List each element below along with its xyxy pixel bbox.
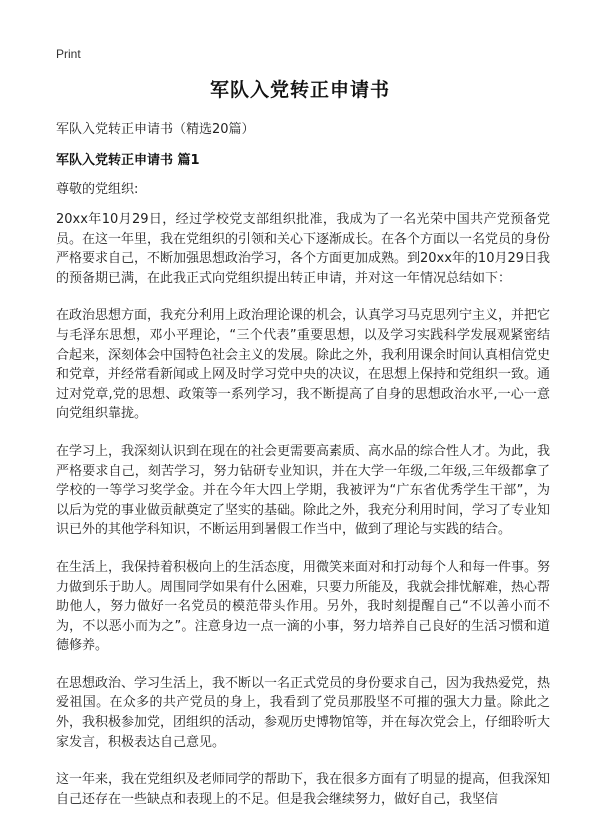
print-label[interactable]: Print [56,47,81,61]
document-body [56,210,550,827]
salutation: 尊敬的党组织: [56,182,139,197]
paragraph-1: 20xx年10月29日，经过学校党支部组织批准，我成为了一名光荣中国共产党预备党员。在这一年里，我在党组织的引领和关心下逐渐成长。在各个方面以一名党员的身份严格要求自己，不断加强思想政治学习，各个方面更加成熟。到20xx年的10月29日我的预备期已满，在此我正式向党组织提出转正申请，并对这一年情况总结如下： [56,212,551,286]
paragraph-6: 这一年来，我在党组织及老师同学的帮助下，我在很多方面有了明显的提高，但我深知自己还存在一些缺点和表现上的不足。但是我会继续努力，做好自己，我坚信 [56,772,551,807]
paragraph-3: 在学习上，我深刻认识到在现在的社会更需要高素质、高水品的综合性人才。为此，我严格要求自己，刻苦学习，努力钻研专业知识，并在大学一年级,二年级,三年级都拿了学校的一等学习奖学金。并在今年大四上学期，我被评为“广东省优秀学生干部”，为以后为党的事业做贡献奠定了坚实的基础。除此之外，我充分利用时间，学习了专业知识已外的其他学科知识，不断运用到暑假工作当中，做到了理论与实践的结合。 [56,443,551,538]
paragraph-5: 在思想政治、学习生活上，我不断以一名正式党员的身份要求自己，因为我热爱党，热爱祖国。在众多的共产党员的身上，我看到了党员那股坚不可摧的强大力量。除此之外，我积极参加党，团组织的活动，参观历史博物馆等，并在每次党会上，仔细聆听大家发言，积极表达自己意见。 [56,675,551,750]
paragraph-4: 在生活上，我保持着积极向上的生活态度，用微笑来面对和打动每个人和每一件事。努力做到乐于助人。周围同学如果有什么困难，只要力所能及，我就会排忧解难，热心帮助他人，努力做好一名党员的模范带头作用。另外，我时刻提醒自己“不以善小而不为，不以恶小而为之”。注意身边一点一滴的小事，努力培养自己良好的生活习惯和道德修养。 [56,559,551,654]
paragraph-2: 在政治思想方面，我充分利用上政治理论课的机会，认真学习马克思列宁主义，并把它与毛泽东思想，邓小平理论，“三个代表”重要思想，以及学习实践科学发展观紧密结合起来，深刻体会中国特色社会主义的发展。除此之外，我利用课余时间认真相信党史和党章，并经常看新闻或上网及时学习党中央的决议，在思想上保持和党组织一致。通过对党章,党的思想、政策等一系列学习，我不断提高了自身的思想政治水平,一心一意向党组织靠拢。 [56,308,551,422]
document-title: 军队入党转正申请书 [209,79,390,101]
document-subtitle: 军队入党转正申请书（精选20篇） [56,122,255,137]
section-heading: 军队入党转正申请书 篇1 [56,153,200,168]
